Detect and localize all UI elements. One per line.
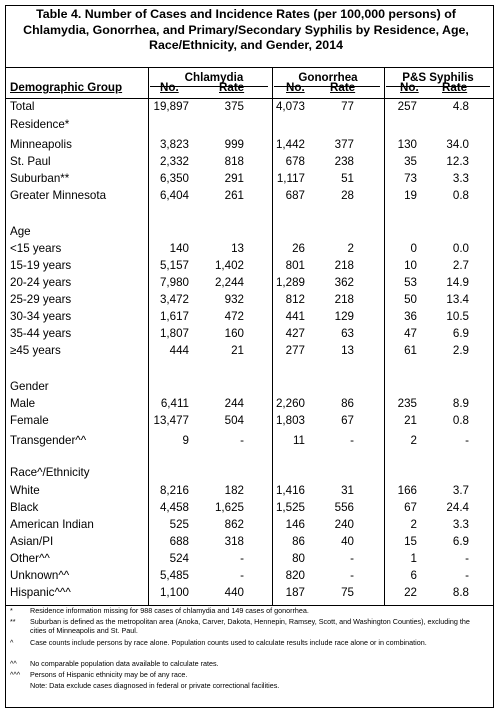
cell-sy-rate: 3.7 [452, 484, 469, 497]
cell-go-rate: 362 [334, 276, 354, 289]
cell-sy-rate: 8.8 [452, 586, 469, 599]
cell-ch-no: 8,216 [159, 484, 189, 497]
cell-go-no: 277 [285, 344, 305, 357]
cell-ch-rate: 932 [224, 293, 244, 306]
header-gonorrhea-no: No. [286, 81, 305, 94]
cell-sy-rate: - [465, 434, 469, 447]
cell-sy-no: 22 [404, 586, 417, 599]
cell-sy-rate: - [465, 552, 469, 565]
cell-ch-no: 13,477 [153, 414, 189, 427]
cell-ch-no: 6,350 [159, 172, 189, 185]
cell-ch-no: 6,404 [159, 189, 189, 202]
cell-sy-rate: 14.9 [446, 276, 469, 289]
rule-under-header [6, 98, 493, 99]
cell-sy-rate: 3.3 [452, 518, 469, 531]
cell-ch-no: 140 [169, 242, 189, 255]
cell-ch-rate: 318 [224, 535, 244, 548]
row-label: 20-24 years [10, 276, 72, 289]
cell-sy-rate: 6.9 [452, 535, 469, 548]
cell-go-rate: 13 [341, 344, 354, 357]
cell-ch-rate: - [240, 434, 244, 447]
cell-go-no: 1,803 [275, 414, 305, 427]
cell-go-rate: 40 [341, 535, 354, 548]
row-label: 25-29 years [10, 293, 72, 306]
cell-ch-no: 444 [169, 344, 189, 357]
footnote-text: Suburban is defined as the metropolitan area (Anoka, Carver, Dakota, Hennepin, Ramsey, Scott, and Washington Counties), excluding the cities of Minneapolis and St. Paul. [30, 617, 470, 635]
cell-sy-no: 67 [404, 501, 417, 514]
cell-sy-rate: 13.4 [446, 293, 469, 306]
header-syphilis: P&S Syphilis [402, 71, 474, 84]
cell-sy-no: 21 [404, 414, 417, 427]
row-label: Unknown^^ [10, 569, 70, 582]
cell-sy-rate: 24.4 [446, 501, 469, 514]
cell-go-no: 1,117 [276, 172, 305, 185]
cell-ch-rate: 291 [224, 172, 244, 185]
cell-go-rate: 77 [341, 100, 354, 113]
cell-sy-no: 50 [404, 293, 417, 306]
row-label: Greater Minnesota [10, 189, 107, 202]
cell-go-rate: - [350, 569, 354, 582]
cell-go-no: 26 [292, 242, 305, 255]
footnote-text: Residence information missing for 988 cases of chlamydia and 149 cases of gonorrhea. [30, 606, 309, 615]
cell-go-rate: 240 [334, 518, 354, 531]
cell-ch-rate: 13 [231, 242, 244, 255]
cell-go-no: 812 [285, 293, 305, 306]
cell-ch-rate: 472 [224, 310, 244, 323]
row-label: American Indian [10, 518, 94, 531]
cell-sy-no: 6 [410, 569, 417, 582]
cell-sy-no: 73 [404, 172, 417, 185]
cell-go-rate: 556 [334, 501, 354, 514]
row-label: 30-34 years [10, 310, 72, 323]
row-label: Asian/PI [10, 535, 54, 548]
cell-ch-rate: 1,402 [214, 259, 244, 272]
cell-go-no: 427 [285, 327, 305, 340]
cell-ch-no: 1,100 [159, 586, 189, 599]
row-label: Male [10, 397, 36, 410]
cell-sy-no: 36 [404, 310, 417, 323]
cell-go-rate: 218 [334, 293, 354, 306]
cell-ch-rate: 21 [231, 344, 244, 357]
cell-sy-no: 47 [404, 327, 417, 340]
cell-sy-rate: 34.0 [446, 138, 469, 151]
cell-go-no: 146 [285, 518, 305, 531]
cell-go-no: 11 [292, 434, 305, 447]
cell-ch-no: 3,472 [159, 293, 189, 306]
footnote-symbol: ^^^ [10, 670, 21, 679]
cell-go-no: 678 [285, 155, 305, 168]
cell-go-no: 86 [292, 535, 305, 548]
cell-go-no: 187 [285, 586, 305, 599]
footnote-symbol: ^^ [10, 659, 17, 668]
cell-go-no: 1,416 [275, 484, 305, 497]
row-label: ≥45 years [10, 344, 61, 357]
cell-go-rate: 67 [341, 414, 354, 427]
cell-go-rate: 63 [341, 327, 354, 340]
cell-go-rate: - [350, 552, 354, 565]
header-chlamydia-no: No. [160, 81, 179, 94]
cell-ch-rate: 182 [224, 484, 244, 497]
cell-sy-no: 35 [404, 155, 417, 168]
cell-ch-rate: 2,244 [214, 276, 244, 289]
cell-ch-rate: 862 [224, 518, 244, 531]
cell-go-no: 441 [285, 310, 305, 323]
cell-go-no: 2,260 [275, 397, 305, 410]
header-syphilis-rate: Rate [442, 81, 468, 94]
cell-go-rate: 129 [334, 310, 354, 323]
cell-go-no: 80 [292, 552, 305, 565]
cell-sy-no: 53 [404, 276, 417, 289]
cell-sy-no: 10 [404, 259, 417, 272]
cell-go-rate: 51 [341, 172, 354, 185]
cell-sy-no: 15 [404, 535, 417, 548]
row-label: Total [10, 100, 35, 113]
cell-ch-no: 6,411 [160, 397, 189, 410]
row-label: Age [10, 225, 31, 238]
cell-go-rate: 28 [341, 189, 354, 202]
cell-go-rate: 377 [334, 138, 354, 151]
row-label: 15-19 years [10, 259, 72, 272]
cell-sy-rate: 12.3 [446, 155, 469, 168]
cell-ch-no: 2,332 [159, 155, 189, 168]
footnote-symbol: ^ [10, 638, 14, 647]
row-label: Other^^ [10, 552, 50, 565]
cell-sy-no: 1 [410, 552, 417, 565]
row-label: Race^/Ethnicity [10, 466, 90, 479]
cell-ch-no: 4,458 [159, 501, 189, 514]
cell-ch-rate: 818 [224, 155, 244, 168]
cell-ch-rate: 1,625 [214, 501, 244, 514]
row-label: Gender [10, 380, 49, 393]
footnote-symbol: * [10, 606, 13, 615]
cell-sy-rate: 2.7 [452, 259, 469, 272]
cell-sy-no: 19 [404, 189, 417, 202]
cell-go-no: 4,073 [275, 100, 305, 113]
header-chlamydia-rate: Rate [219, 81, 245, 94]
footnote-note: Note: Data exclude cases diagnosed in federal or private correctional facilities. [30, 681, 280, 690]
header-syphilis-no: No. [400, 81, 419, 94]
cell-go-no: 1,442 [275, 138, 305, 151]
cell-ch-no: 5,485 [159, 569, 189, 582]
footnote-symbol: ** [10, 617, 16, 626]
cell-sy-no: 2 [410, 434, 417, 447]
row-label: White [10, 484, 40, 497]
row-label: <15 years [10, 242, 62, 255]
cell-ch-rate: 375 [224, 100, 244, 113]
cell-go-no: 1,525 [275, 501, 305, 514]
cell-ch-rate: 999 [224, 138, 244, 151]
row-label: St. Paul [10, 155, 51, 168]
cell-ch-rate: - [240, 552, 244, 565]
header-gonorrhea-rate: Rate [330, 81, 356, 94]
cell-ch-no: 19,897 [153, 100, 189, 113]
cell-go-rate: 31 [341, 484, 354, 497]
cell-sy-no: 166 [397, 484, 417, 497]
row-label: Minneapolis [10, 138, 72, 151]
header-chlamydia: Chlamydia [184, 71, 244, 84]
row-label: Suburban** [10, 172, 70, 185]
footnote-text: Persons of Hispanic ethnicity may be of any race. [30, 670, 188, 679]
footnote-text: Case counts include persons by race alone. Population counts used to calculate results include race alone or in combination. [30, 638, 427, 647]
cell-sy-rate: 0.8 [452, 414, 469, 427]
row-label: Transgender^^ [10, 434, 87, 447]
cell-sy-rate: 3.3 [452, 172, 469, 185]
cell-ch-no: 1,807 [159, 327, 189, 340]
row-label: 35-44 years [10, 327, 72, 340]
footnote-text: No comparable population data available to calculate rates. [30, 659, 219, 668]
cell-ch-rate: - [240, 569, 244, 582]
cell-ch-no: 7,980 [159, 276, 189, 289]
cell-ch-no: 3,823 [159, 138, 189, 151]
cell-sy-rate: 8.9 [452, 397, 469, 410]
cell-ch-rate: 440 [224, 586, 244, 599]
cell-sy-no: 235 [397, 397, 417, 410]
cell-ch-no: 5,157 [159, 259, 189, 272]
cell-sy-rate: 4.8 [452, 100, 469, 113]
cell-go-rate: 238 [334, 155, 354, 168]
cell-ch-rate: 504 [224, 414, 244, 427]
cell-go-rate: 2 [347, 242, 354, 255]
cell-ch-no: 525 [169, 518, 189, 531]
header-gonorrhea: Gonorrhea [298, 71, 358, 84]
table-title: Table 4. Number of Cases and Incidence Rates (per 100,000 persons) of Chlamydia, Gonorrhea, and Primary/Secondary Syphilis by Residence, Age, Race/Ethnicity, and Gender, 2014 [23, 7, 469, 53]
row-label: Residence* [10, 118, 70, 131]
cell-ch-no: 524 [169, 552, 189, 565]
cell-sy-rate: - [465, 569, 469, 582]
cell-sy-rate: 6.9 [452, 327, 469, 340]
cell-sy-rate: 2.9 [452, 344, 469, 357]
cell-sy-rate: 10.5 [446, 310, 469, 323]
cell-sy-no: 257 [397, 100, 417, 113]
cell-sy-rate: 0.0 [452, 242, 469, 255]
cell-sy-no: 0 [410, 242, 417, 255]
rule-under-title [6, 67, 493, 68]
cell-sy-no: 2 [410, 518, 417, 531]
cell-ch-rate: 261 [224, 189, 244, 202]
row-label: Female [10, 414, 49, 427]
row-label: Hispanic^^^ [10, 586, 71, 599]
cell-sy-no: 130 [397, 138, 417, 151]
cell-ch-rate: 160 [224, 327, 244, 340]
cell-go-no: 801 [285, 259, 305, 272]
cell-ch-no: 688 [169, 535, 189, 548]
cell-go-rate: - [350, 434, 354, 447]
cell-ch-no: 1,617 [159, 310, 189, 323]
cell-go-no: 1,289 [275, 276, 305, 289]
cell-go-no: 820 [285, 569, 305, 582]
row-label: Black [10, 501, 39, 514]
cell-go-no: 687 [285, 189, 305, 202]
cell-ch-rate: 244 [224, 397, 244, 410]
cell-go-rate: 86 [341, 397, 354, 410]
cell-ch-no: 9 [182, 434, 189, 447]
header-demographic-group: Demographic Group [10, 81, 123, 94]
cell-sy-rate: 0.8 [452, 189, 469, 202]
cell-go-rate: 218 [334, 259, 354, 272]
cell-go-rate: 75 [341, 586, 354, 599]
cell-sy-no: 61 [404, 344, 417, 357]
